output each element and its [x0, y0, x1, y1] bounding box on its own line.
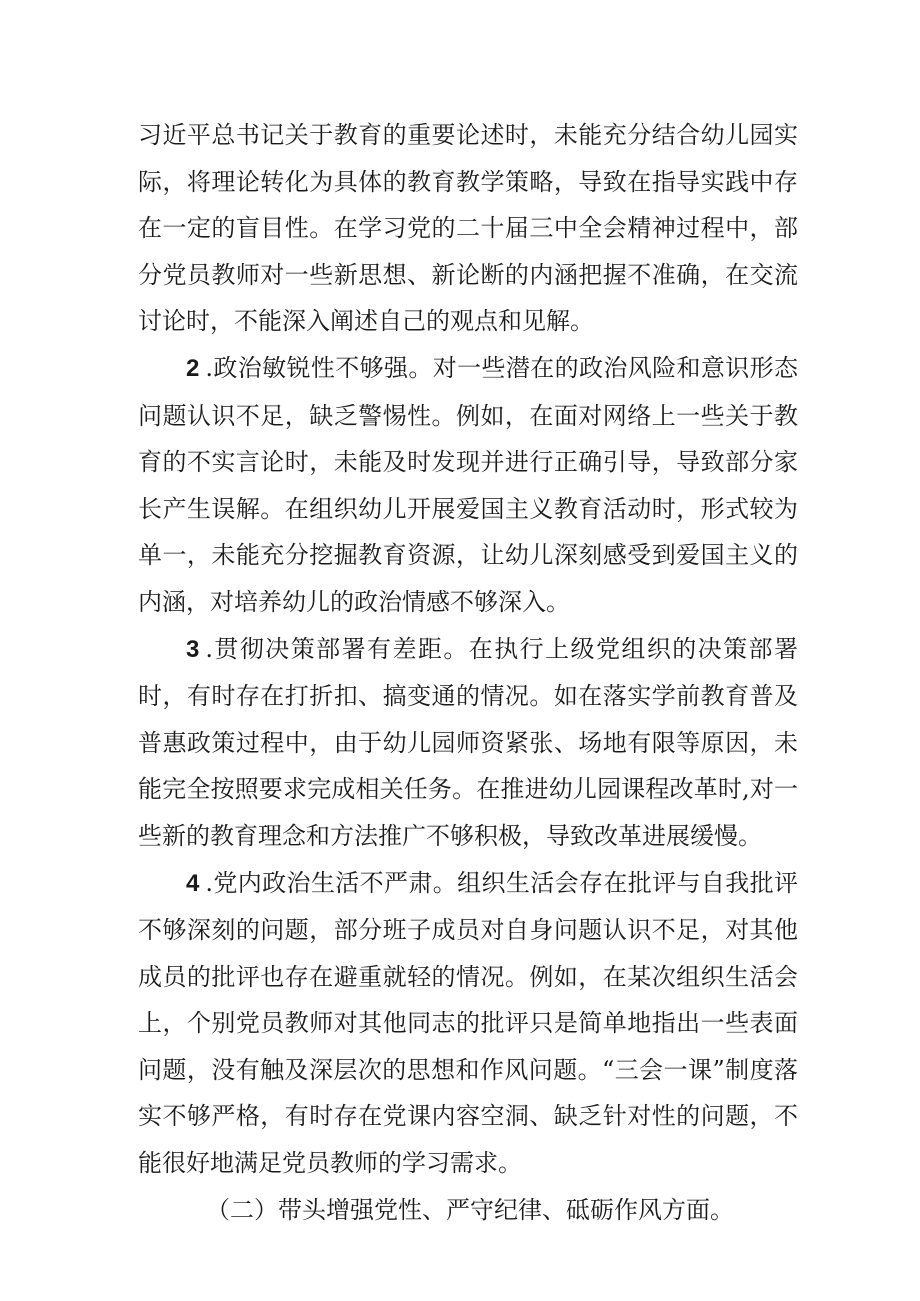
paragraph-text: .政治敏锐性不够强。对一些潜在的政治风险和意识形态问题认识不足，缺乏警惕性。例如，在面对网络上一些关于教育的不实言论时，未能及时发现并进行正确引导，导致部分家长产生误解。在组织幼儿开展爱国主义教育活动时，形式较为单一，未能充分挖掘教育资源，让幼儿深刻感受到爱国主义的内涵，对培养幼儿的政治情感不够深入。: [138, 353, 798, 616]
paragraph-text: .贯彻决策部署有差距。在执行上级党组织的决策部署时，有时存在打折扣、搞变通的情况。如在落实学前教育普及普惠政策过程中，由于幼儿园师资紧张、场地有限等原因，未能完全按照要求完成相关任务。在推进幼儿园课程改革时,对一些新的教育理念和方法推广不够积极，导致改革进展缓慢。: [138, 634, 798, 850]
paragraph-text: 习近平总书记关于教育的重要论述时，未能充分结合幼儿园实际，将理论转化为具体的教育教学策略，导致在指导实践中存在一定的盲目性。在学习党的二十届三中全会精神过程中，部分党员教师对一些新思想、新论断的内涵把握不准确，在交流讨论时，不能深入阐述自己的观点和见解。: [138, 121, 798, 336]
paragraph-item-2: [138, 345, 798, 626]
document-body: [138, 112, 798, 1233]
paragraph-item-3: [138, 626, 798, 860]
item-number: 3: [186, 635, 200, 663]
paragraph-continuation: [138, 112, 798, 345]
paragraph-item-4: [138, 860, 798, 1187]
paragraph-text: .党内政治生活不严肃。组织生活会存在批评与自我批评不够深刻的问题，部分班子成员对自身问题认识不足，对其他成员的批评也存在避重就轻的情况。例如，在某次组织生活会上，个别党员教师对其他同志的批评只是简单地指出一些表面问题，没有触及深层次的思想和作风问题。“三会一课”制度落实不够严格，有时存在党课内容空洞、缺乏针对性的问题，不能很好地满足党员教师的学习需求。: [138, 868, 798, 1178]
item-number: 2: [186, 354, 200, 382]
section-heading: （二）带头增强党性、严守纪律、砥砺作风方面。: [206, 1195, 734, 1224]
item-number: 4: [186, 869, 200, 897]
